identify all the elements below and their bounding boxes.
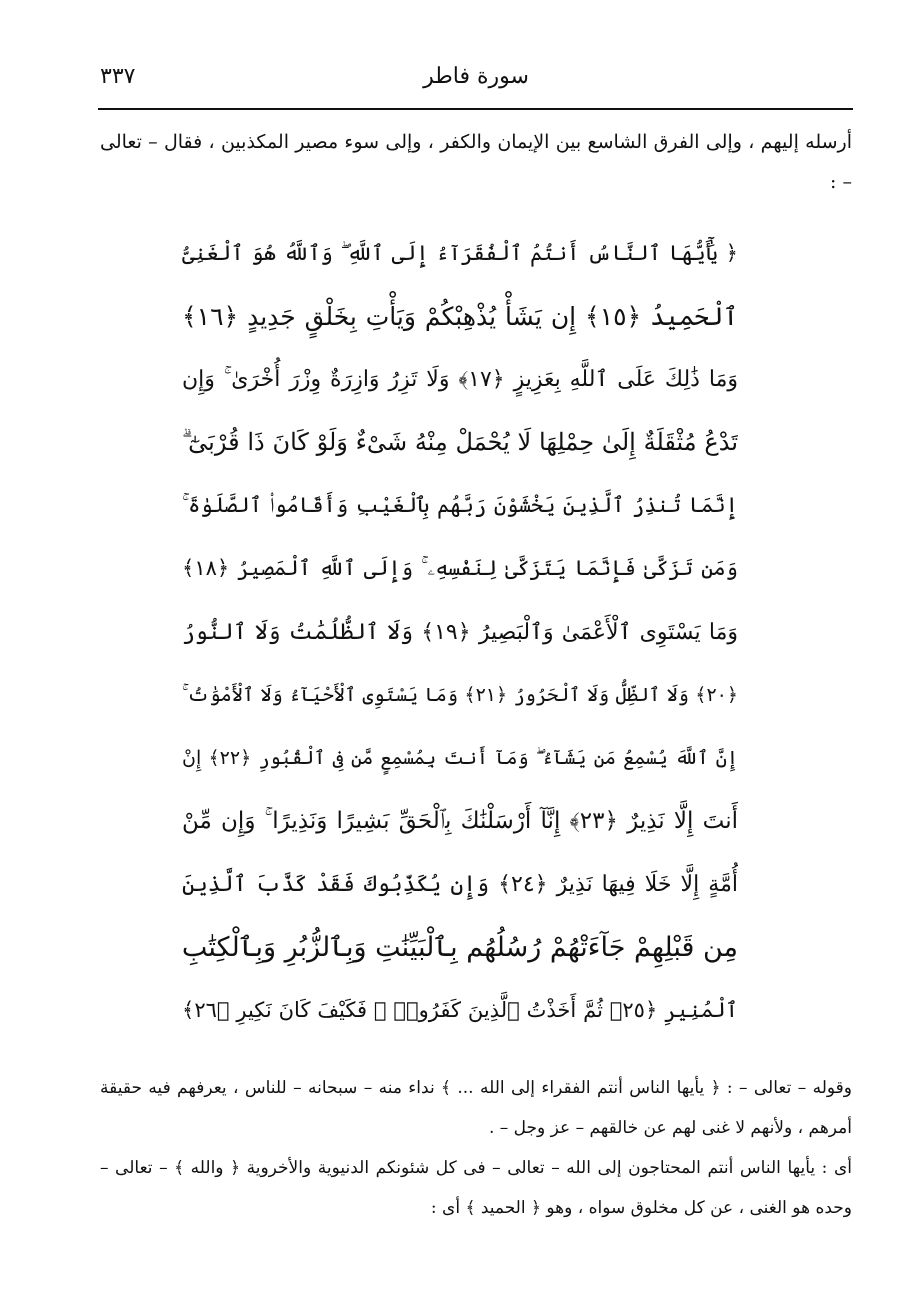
verse-line: وَمَن تَزَكَّىٰ فَإِنَّمَا يَتَزَكَّىٰ لِنَفْسِهِۦ ۚ وَإِلَى ٱللَّهِ ٱلْمَصِيرُ ﴿١٨﴾ [182, 556, 738, 581]
verse-line: ﴿ يَٰٓأَيُّهَا ٱلنَّاسُ أَنتُمُ ٱلْفُقَرَآءُ إِلَى ٱللَّهِ ۖ وَٱللَّهُ هُوَ ٱلْغَنِىُّ [182, 241, 738, 265]
page-header [100, 52, 852, 102]
verse-line: وَمَا يَسْتَوِى ٱلْأَعْمَىٰ وَٱلْبَصِيرُ ﴿١٩﴾ وَلَا ٱلظُّلُمَٰتُ وَلَا ٱلنُّورُ [182, 619, 738, 645]
verse-line: إِنَّ ٱللَّهَ يُسْمِعُ مَن يَشَآءُ ۖ وَمَآ أَنتَ بِمُسْمِعٍ مَّن فِى ٱلْقُبُورِ ﴿٢٢﴾ إِنْ [182, 746, 738, 769]
verse-line: تَدْعُ مُثْقَلَةٌ إِلَىٰ حِمْلِهَا لَا يُحْمَلْ مِنْهُ شَىْءٌ وَلَوْ كَانَ ذَا قُرْبَىٰٓ ۗ [182, 428, 738, 457]
commentary-paragraph: وقوله – تعالى – : ﴿ يأيها الناس أنتم الفقراء إلى الله ... ﴾ نداء منه – سبحانه – للناس ، يعرفهم فيه حقيقة أمرهم ، ولأنهم لا غنى لهم عن خالقهم – عز وجل – . [100, 1078, 852, 1138]
header-rule [98, 108, 853, 110]
verse-line: إِنَّمَا تُنذِرُ ٱلَّذِينَ يَخْشَوْنَ رَبَّهُم بِٱلْغَيْبِ وَأَقَامُوا۟ ٱلصَّلَوٰةَ ۚ [182, 493, 738, 518]
quran-verses-block [182, 222, 738, 1042]
verse-line: أَنتَ إِلَّا نَذِيرٌ ﴿٢٣﴾ إِنَّآ أَرْسَلْنَٰكَ بِٱلْحَقِّ بَشِيرًا وَنَذِيرًا ۚ وَإِن مِّنْ [182, 807, 738, 834]
verse-line: ٱلْمُنِيرِ ﴿٢٥﴾ ثُمَّ أَخَذْتُ ٱلَّذِينَ كَفَرُوا۟ ۖ فَكَيْفَ كَانَ نَكِيرِ ﴿٢٦﴾ [182, 998, 738, 1023]
commentary-block [100, 1068, 852, 1228]
verse-line: ﴿٢٠﴾ وَلَا ٱلظِّلُّ وَلَا ٱلْحَرُورُ ﴿٢١﴾ وَمَا يَسْتَوِى ٱلْأَحْيَآءُ وَلَا ٱلْأَمْوَٰتُ ۚ [182, 683, 738, 706]
commentary-paragraph: أى : يأيها الناس أنتم المحتاجون إلى الله – تعالى – فى كل شئونكم الدنيوية والأخروية ﴿ والله ﴾ – تعالى – وحده هو الغنى ، عن كل مخلوق سواه ، وهو ﴿ الحميد ﴾ أى : [100, 1158, 852, 1218]
verse-line: ٱلْحَمِيدُ ﴿١٥﴾ إِن يَشَأْ يُذْهِبْكُمْ وَيَأْتِ بِخَلْقٍ جَدِيدٍ ﴿١٦﴾ [182, 302, 738, 332]
intro-paragraph: أرسله إليهم ، وإلى الفرق الشاسع بين الإيمان والكفر ، وإلى سوء مصير المكذبين ، فقال – تعالى – : [100, 131, 852, 193]
page-number: ٣٣٧ [100, 64, 136, 89]
surah-title: سورة فاطر [423, 64, 529, 89]
verse-line: أُمَّةٍ إِلَّا خَلَا فِيهَا نَذِيرٌ ﴿٢٤﴾ وَإِن يُكَذِّبُوكَ فَقَدْ كَذَّبَ ٱلَّذِينَ [182, 871, 738, 897]
verse-line: مِن قَبْلِهِمْ جَآءَتْهُمْ رُسُلُهُم بِٱلْبَيِّنَٰتِ وَبِٱلزُّبُرِ وَبِٱلْكِتَٰبِ [182, 932, 738, 964]
verse-line: وَمَا ذَٰلِكَ عَلَى ٱللَّهِ بِعَزِيزٍ ﴿١٧﴾ وَلَا تَزِرُ وَازِرَةٌ وِزْرَ أُخْرَىٰ ۚ وَإِن [182, 367, 738, 393]
